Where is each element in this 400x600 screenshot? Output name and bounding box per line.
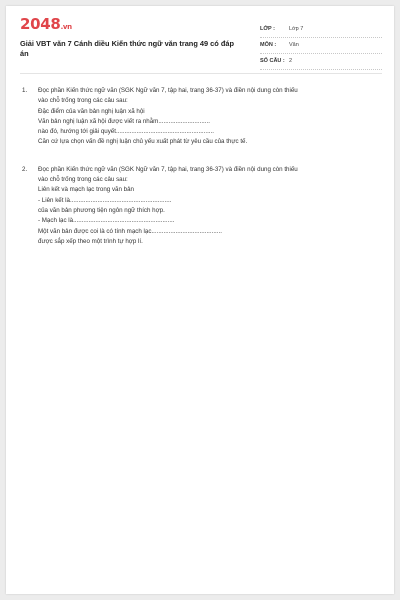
header-divider bbox=[20, 73, 382, 74]
page-title: Giải VBT văn 7 Cánh diều Kiến thức ngữ văn trang 49 có đáp án bbox=[20, 39, 234, 58]
question-line: vào chỗ trống trong các câu sau: bbox=[38, 97, 128, 105]
meta-key: SỐ CÂU : bbox=[260, 58, 285, 64]
document-header bbox=[20, 15, 382, 67]
meta-row-question-count bbox=[260, 54, 382, 70]
fill-in-line: Một văn bản được coi là có tính mạch lạc......................................... bbox=[38, 227, 222, 235]
question-line: Đọc phần Kiến thức ngữ văn (SGK Ngữ văn 7, tập hai, trang 36-37) và điền nội dung còn thiếu bbox=[38, 165, 298, 173]
fill-in-line: - Liên kết là........................................................... bbox=[38, 196, 172, 204]
question-line: Đọc phần Kiến thức ngữ văn (SGK Ngữ văn 7, tập hai, trang 36-37) và điền nội dung còn thiếu bbox=[38, 87, 298, 94]
question-number: 1. bbox=[22, 87, 28, 94]
question-number: 2. bbox=[22, 165, 28, 173]
meta-value: Lớp 7 bbox=[289, 26, 304, 32]
fill-in-line: Văn bản nghị luận xã hội được viết ra nhằm.............................. bbox=[38, 117, 210, 125]
meta-value: Văn bbox=[289, 42, 299, 48]
meta-key: LỚP : bbox=[260, 26, 275, 32]
site-logo[interactable] bbox=[20, 15, 72, 33]
question-line: của văn bản phương tiện ngôn ngữ thích hợp. bbox=[38, 206, 165, 214]
question-line: được sắp xếp theo một trình tự hợp lí. bbox=[38, 237, 143, 245]
question-line: Đặc điểm của văn bản nghị luận xã hội bbox=[38, 107, 145, 115]
logo-text: 2048 bbox=[20, 15, 61, 33]
fill-in-line: nào đó, hướng tới giải quyết......................................................... bbox=[38, 128, 214, 136]
meta-value: 2 bbox=[289, 58, 293, 64]
fill-in-line: - Mạch lạc là........................................................... bbox=[38, 217, 175, 225]
document-page bbox=[6, 6, 394, 594]
question-list bbox=[22, 86, 378, 264]
meta-row-subject bbox=[260, 38, 382, 54]
question-1 bbox=[22, 86, 378, 148]
question-line: Căn cứ lựa chọn vấn đề nghị luận chủ yếu xuất phát từ yêu cầu của thực tế. bbox=[38, 138, 248, 146]
question-2 bbox=[22, 165, 378, 247]
meta-info bbox=[260, 22, 382, 70]
meta-key: MÔN : bbox=[260, 42, 277, 48]
logo-tld: .vn bbox=[60, 23, 72, 31]
meta-row-class bbox=[260, 22, 382, 38]
question-line: vào chỗ trống trong các câu sau: bbox=[38, 176, 128, 184]
question-line: Liên kết và mạch lạc trong văn bản bbox=[38, 186, 134, 194]
